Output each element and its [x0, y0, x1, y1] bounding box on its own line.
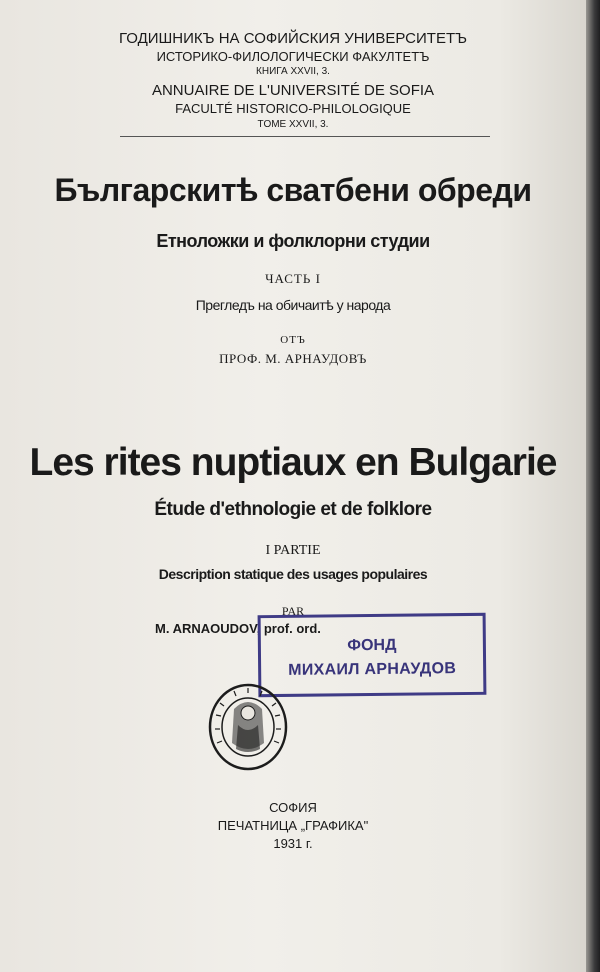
- bg-author: ПРОФ. М. АРНАУДОВЪ: [219, 351, 367, 366]
- bg-title: Българскитѣ сватбени обреди: [54, 172, 532, 208]
- yearbook-bg: ГОДИШНИКЪ НА СОФИЙСКИЯ УНИВЕРСИТЕТЪ: [119, 30, 467, 47]
- library-seal-icon: [204, 683, 292, 771]
- page-edge: [586, 0, 600, 972]
- faculty-fr: FACULTÉ HISTORICO-PHILOLOGIQUE: [175, 101, 411, 116]
- faculty-bg: ИСТОРИКО-ФИЛОЛОГИЧЕСКИ ФАКУЛТЕТЪ: [156, 49, 430, 64]
- fr-part-subtitle: Description statique des usages populaires: [158, 566, 428, 582]
- volume-bg: КНИГА XXVII, 3.: [256, 66, 330, 77]
- volume-fr: TOME XXVII, 3.: [257, 119, 329, 130]
- fund-stamp-line2: МИХАИЛ АРНАУДОВ: [288, 660, 457, 679]
- header-rule: [120, 136, 490, 137]
- bg-part-subtitle: Прегледъ на обичаитѣ у народа: [195, 297, 391, 313]
- bg-part: ЧАСТЬ I: [265, 271, 321, 286]
- fr-part: I PARTIE: [265, 543, 321, 558]
- fr-by: PAR: [281, 604, 305, 618]
- imprint-press: ПЕЧАТНИЦА „ГРАФИКА": [217, 818, 369, 833]
- bg-by: ОТЪ: [280, 334, 306, 346]
- fr-subtitle: Étude d'ethnologie et de folklore: [154, 499, 432, 520]
- yearbook-fr: ANNUAIRE DE L'UNIVERSITÉ DE SOFIA: [151, 82, 435, 99]
- imprint-year: 1931 г.: [273, 836, 313, 851]
- fund-stamp-line1: ФОНД: [347, 636, 397, 655]
- fr-title: Les rites nuptiaux en Bulgarie: [29, 441, 557, 484]
- fr-author: M. ARNAOUDOV, prof. ord.: [155, 621, 321, 636]
- bg-subtitle: Етноложки и фолклорни студии: [156, 231, 430, 251]
- imprint-city: СОФИЯ: [269, 800, 317, 815]
